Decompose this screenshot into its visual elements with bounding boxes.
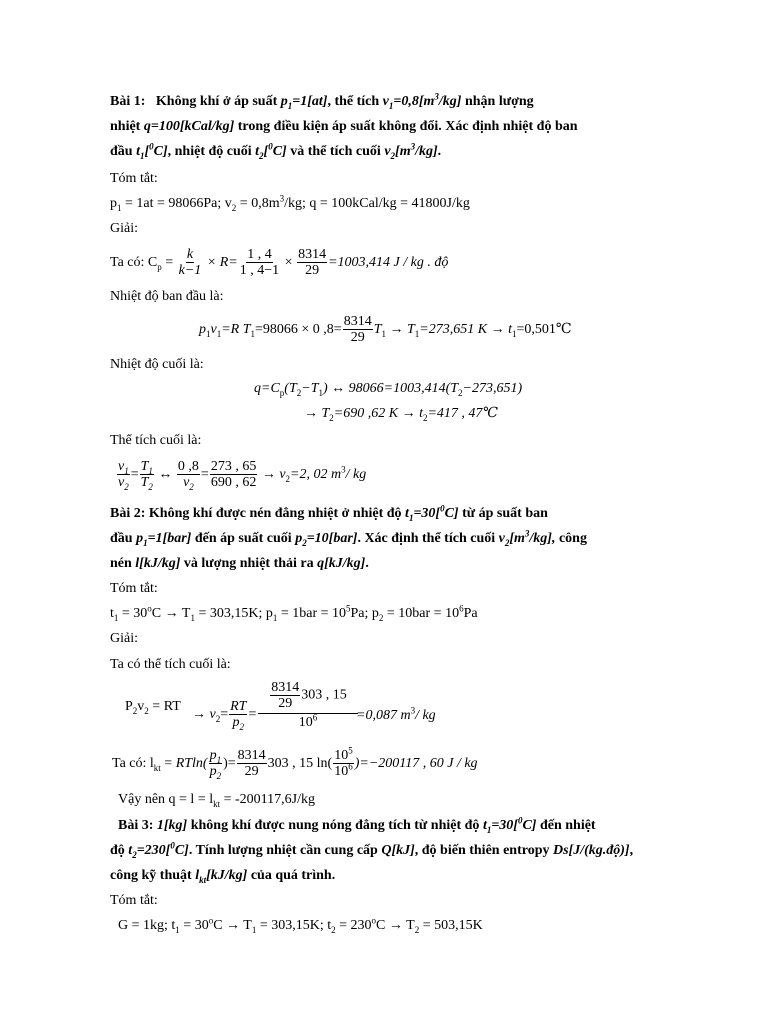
text-fragment: (T xyxy=(284,381,297,396)
subscript: 1 xyxy=(206,328,211,339)
text-fragment: p xyxy=(110,196,117,211)
text-fragment: công xyxy=(555,531,587,546)
bai1-cp-formula xyxy=(110,246,448,280)
fraction xyxy=(140,459,154,493)
text-fragment: /kg; q = 100kCal/kg = 41800J/kg xyxy=(284,196,470,211)
denominator: 29 xyxy=(305,263,320,279)
text-fragment: không khí được nung nóng đẳng tích từ nhiệt độ xyxy=(187,818,483,833)
numerator xyxy=(209,748,223,764)
value: [m xyxy=(509,531,525,546)
subscript: 2 xyxy=(231,202,237,213)
fraction xyxy=(270,680,300,711)
subscript: kt xyxy=(199,874,207,885)
var-t2: t xyxy=(128,843,133,858)
fraction xyxy=(333,745,354,780)
text-fragment: , xyxy=(629,843,634,858)
numerator: k xyxy=(186,247,194,263)
subscript: 2 xyxy=(329,412,334,423)
subscript: 1 xyxy=(251,924,257,935)
subscript: kt xyxy=(153,762,161,773)
text-fragment: G = 1kg; t xyxy=(118,918,176,933)
text-fragment: Vậy nên q = l = l xyxy=(118,792,214,807)
subscript: 1 xyxy=(318,387,323,398)
var-t1: t xyxy=(482,818,487,833)
text-fragment: 10 xyxy=(334,748,349,764)
bai1-heading: Bài 1: xyxy=(110,94,146,109)
text-fragment: và thể tích cuối xyxy=(286,144,385,159)
text-fragment: Pa xyxy=(463,606,478,621)
numerator: 8314 xyxy=(298,247,327,263)
subscript: 2 xyxy=(189,482,194,493)
numerator: 1 , 4 xyxy=(247,247,272,263)
superscript: o xyxy=(147,603,152,614)
text-fragment: T xyxy=(140,475,149,491)
text-fragment: = 1at = 98066Pa; v xyxy=(121,196,232,211)
text-fragment: đầu xyxy=(110,531,137,546)
text-fragment: nhiệt xyxy=(110,119,144,134)
text-fragment: ) ↔ 98066=1003,414(T xyxy=(322,381,459,396)
text-fragment: T xyxy=(406,918,415,933)
denominator: 29 xyxy=(350,330,365,346)
subscript: 2 xyxy=(285,473,291,484)
text-fragment: Ta có: C xyxy=(110,255,158,270)
subscript: 1 xyxy=(486,824,492,835)
var-lkt: l xyxy=(195,868,200,883)
bai2-eq5 xyxy=(192,698,256,732)
text-fragment: = xyxy=(248,707,257,722)
bai2-statement-line2 xyxy=(110,530,587,548)
superscript: 0 xyxy=(440,503,445,514)
denominator xyxy=(258,713,358,732)
bai2-conclusion xyxy=(118,791,315,809)
bai3-statement-line2 xyxy=(110,842,633,860)
superscript: 3 xyxy=(524,528,530,539)
subscript: 1 xyxy=(250,328,256,339)
text-fragment: = 30 xyxy=(118,606,148,621)
text-fragment: → T xyxy=(304,406,330,421)
bai1-tomtat-label: Tóm tắt: xyxy=(110,171,158,186)
text-fragment: P xyxy=(125,699,133,714)
text-fragment: , thể tích xyxy=(327,94,383,109)
text-fragment: , nhiệt độ cuối xyxy=(167,144,256,159)
superscript: 6 xyxy=(459,603,464,614)
value: C] xyxy=(444,506,459,521)
subscript: 2 xyxy=(422,412,428,423)
subscript: 1 xyxy=(124,466,129,477)
text-fragment: nén xyxy=(110,556,136,571)
fraction xyxy=(297,247,327,278)
numerator: 0 ,8 xyxy=(177,459,199,475)
subscript: 1 xyxy=(272,612,278,623)
superscript: 0 xyxy=(149,141,154,152)
text-fragment: C → xyxy=(376,918,407,933)
var-l: l[kJ/kg] xyxy=(135,556,181,571)
subscript: 1 xyxy=(117,202,122,213)
bai1-given-line xyxy=(110,195,470,213)
result: =1003,414 J / kg . độ xyxy=(328,255,449,270)
numerator: 273 , 65 xyxy=(210,459,257,475)
numerator xyxy=(258,680,358,711)
value: /kg], xyxy=(529,531,556,546)
value: [m xyxy=(395,144,411,159)
var-q: q=100[kCal/kg] xyxy=(143,119,235,134)
subscript: 1 xyxy=(143,537,148,548)
text-fragment: = xyxy=(130,467,139,482)
text-fragment: )=−200117 , 60 J / kg xyxy=(354,756,478,771)
bai1-tt-cuoi-label: Thể tích cuối là: xyxy=(110,433,202,448)
denominator xyxy=(232,715,246,733)
subscript: 1 xyxy=(216,755,222,766)
superscript: 3 xyxy=(341,464,346,475)
text-fragment: p xyxy=(232,715,240,731)
text-fragment: × xyxy=(281,255,297,270)
fraction xyxy=(229,699,247,733)
text-fragment: p xyxy=(209,764,217,780)
bai2-statement-line1 xyxy=(110,505,548,523)
text-fragment: công kỹ thuật xyxy=(110,868,196,883)
text-fragment: Bài 2: Không khí được nén đẳng nhiệt ở nhiệt độ xyxy=(110,506,406,521)
text-fragment: độ xyxy=(110,843,129,858)
bai2-eq6 xyxy=(112,747,478,781)
superscript: o xyxy=(208,915,214,926)
text-fragment: đầu xyxy=(110,144,137,159)
subscript: 1 xyxy=(139,150,145,161)
text-fragment: . Tính lượng nhiệt cần cung cấp xyxy=(188,843,382,858)
superscript: 0 xyxy=(517,815,523,826)
fraction xyxy=(210,459,258,490)
var-p2: p xyxy=(295,531,303,546)
value: [kJ/kg] xyxy=(206,868,248,883)
value: C] xyxy=(174,843,189,858)
text-fragment: = 503,15K xyxy=(419,918,483,933)
fraction xyxy=(343,314,373,345)
bai2-tomtat-label: Tóm tắt: xyxy=(110,581,158,596)
var-Q: Q[kJ] xyxy=(381,843,415,858)
bai1-statement-line3 xyxy=(110,143,441,161)
var-v2: v xyxy=(384,144,391,159)
superscript: o xyxy=(371,915,377,926)
value: =10[bar] xyxy=(306,531,358,546)
fraction xyxy=(237,748,267,779)
text-fragment: . xyxy=(365,556,369,571)
text-fragment: v xyxy=(137,699,145,714)
text-fragment: )= xyxy=(223,756,236,771)
superscript: 0 xyxy=(170,840,175,851)
text-fragment: 10 xyxy=(334,764,349,780)
value: =30[ xyxy=(413,506,441,521)
text-fragment: = xyxy=(161,255,177,270)
denominator xyxy=(209,764,223,782)
text-fragment: v xyxy=(118,459,125,475)
text-fragment: → T xyxy=(386,322,415,337)
var-p1: p xyxy=(136,531,144,546)
subscript: 1 xyxy=(381,328,386,339)
text-fragment: q=C xyxy=(254,381,280,396)
superscript: 6 xyxy=(312,712,318,723)
denominator: 29 xyxy=(278,696,293,711)
text-fragment: / kg xyxy=(415,708,436,723)
text-fragment: từ áp suất ban xyxy=(458,506,548,521)
subscript: p xyxy=(157,261,162,272)
numerator: 8314 xyxy=(343,314,372,330)
subscript: 2 xyxy=(144,705,149,716)
value: C] xyxy=(153,144,168,159)
subscript: 1 xyxy=(190,612,195,623)
bai1-eq3 xyxy=(304,405,498,423)
denominator xyxy=(117,475,130,493)
text-fragment: × R= xyxy=(203,255,238,270)
var-Ds: Ds[J/(kg.độ)] xyxy=(552,843,630,858)
text-fragment: nhận lượng xyxy=(461,94,534,109)
text-fragment: . Xác định thể tích cuối xyxy=(357,531,499,546)
text-fragment: Bài 3: xyxy=(118,818,157,833)
text-fragment: 10 xyxy=(298,715,313,730)
superscript: 0 xyxy=(268,141,273,152)
numerator: 8314 xyxy=(271,680,300,695)
denominator xyxy=(333,761,354,780)
bai1-eq1 xyxy=(199,313,572,347)
text-fragment: = RT xyxy=(148,699,181,714)
text-fragment: t xyxy=(110,606,114,621)
text-fragment: = 303,15K; t xyxy=(256,918,332,933)
bai3-statement-line1 xyxy=(118,817,596,835)
numerator: 8314 xyxy=(237,748,266,764)
text-fragment: Ta có: l xyxy=(112,756,154,771)
value: /kg] xyxy=(438,94,462,109)
var-t2: t xyxy=(255,144,260,159)
text-fragment: và lượng nhiệt thải ra xyxy=(180,556,318,571)
text-fragment: T xyxy=(140,459,149,475)
numerator xyxy=(140,459,154,475)
superscript: 5 xyxy=(348,745,353,756)
bai2-eq5-bigfraction xyxy=(258,680,358,732)
subscript: 1 xyxy=(113,612,119,623)
var-v2: v xyxy=(498,531,505,546)
subscript: 1 xyxy=(511,328,517,339)
denominator xyxy=(140,475,154,493)
text-fragment: = xyxy=(220,707,229,722)
superscript: 3 xyxy=(279,193,285,204)
value: [ xyxy=(263,144,269,159)
denominator xyxy=(182,475,195,493)
text-fragment: =273,651 K → t xyxy=(419,322,512,337)
numerator: RT xyxy=(230,699,247,715)
value: [ xyxy=(144,144,150,159)
text-fragment: p xyxy=(199,322,206,337)
subscript: 2 xyxy=(414,924,420,935)
var-t1: t xyxy=(136,144,140,159)
text-fragment: / kg xyxy=(345,467,367,482)
var-p1: p xyxy=(280,94,288,109)
subscript: 1 xyxy=(216,328,222,339)
value: /kg] xyxy=(415,144,438,159)
subscript: 1 xyxy=(414,328,420,339)
subscript: 2 xyxy=(458,387,463,398)
bai1-statement-line1 xyxy=(110,93,534,111)
subscript: 2 xyxy=(331,924,336,935)
denominator: 690 , 62 xyxy=(210,475,257,491)
var-mass: 1[kg] xyxy=(156,818,188,833)
text-fragment: 303 , 15 xyxy=(301,687,347,703)
bai3-given-line xyxy=(118,917,483,935)
bai2-taco-label: Ta có thể tích cuối là: xyxy=(110,657,231,672)
subscript: 2 xyxy=(132,849,137,860)
text-fragment: , độ biến thiên entropy xyxy=(414,843,553,858)
subscript: 2 xyxy=(239,722,245,733)
bai2-giai-label: Giải: xyxy=(110,631,138,646)
fraction xyxy=(209,748,223,782)
text-fragment: = 230 xyxy=(335,918,372,933)
text-fragment: C → T xyxy=(151,606,191,621)
subscript: kt xyxy=(213,798,221,809)
superscript: 5 xyxy=(346,603,351,614)
text-fragment: trong điều kiện áp suất không đổi. Xác định nhiệt độ ban xyxy=(234,119,578,134)
text-fragment: = 10bar = 10 xyxy=(383,606,460,621)
text-fragment: = 303,15K; p xyxy=(194,606,273,621)
text-fragment: = -200117,6J/kg xyxy=(220,792,316,807)
denominator: 29 xyxy=(244,764,259,780)
value: =0,8[m xyxy=(393,94,435,109)
text-fragment: =98066 × 0 ,8= xyxy=(255,322,342,337)
bai1-nd-ban-dau-label: Nhiệt độ ban đầu là: xyxy=(110,289,224,304)
fraction xyxy=(178,247,203,278)
subscript: 1 xyxy=(148,466,153,477)
value: =30[ xyxy=(491,818,518,833)
value: C] xyxy=(522,818,537,833)
text-fragment: v xyxy=(118,475,125,491)
bai2-eq5-result xyxy=(356,707,436,725)
subscript: 1 xyxy=(175,924,180,935)
bai2-eq5-lead xyxy=(125,698,181,716)
subscript: 2 xyxy=(296,387,302,398)
text-fragment: =R T xyxy=(221,322,251,337)
subscript: 2 xyxy=(504,537,510,548)
text-fragment: = 1bar = 10 xyxy=(277,606,347,621)
fraction xyxy=(117,459,130,493)
subscript: 2 xyxy=(259,150,264,161)
text-fragment: đến áp suất cuối xyxy=(191,531,296,546)
text-fragment: p xyxy=(209,748,217,764)
text-fragment: = 0,8m xyxy=(236,196,280,211)
text-fragment: RTln( xyxy=(175,756,208,771)
bai1-eq4 xyxy=(116,458,366,492)
text-fragment: ↔ xyxy=(154,467,176,482)
subscript: 2 xyxy=(132,705,138,716)
fraction xyxy=(177,459,200,493)
text-fragment: =417 , 47℃ xyxy=(427,406,499,421)
text-fragment: đến nhiệt xyxy=(536,818,596,833)
subscript: 2 xyxy=(124,482,129,493)
superscript: 3 xyxy=(434,91,439,102)
value: =230[ xyxy=(136,843,171,858)
text-fragment: . xyxy=(437,144,442,159)
text-fragment: Pa; p xyxy=(350,606,379,621)
numerator xyxy=(117,459,130,475)
subscript: 2 xyxy=(378,612,384,623)
fraction xyxy=(239,247,280,278)
text-fragment: 303 , 15 ln( xyxy=(267,756,333,771)
text-fragment: −T xyxy=(301,381,319,396)
text-fragment: của quá trình. xyxy=(247,868,336,883)
superscript: 3 xyxy=(410,141,416,152)
superscript: 6 xyxy=(348,761,353,772)
subscript: 2 xyxy=(216,771,222,782)
text-fragment: = xyxy=(200,467,209,482)
text-fragment: = xyxy=(160,756,176,771)
bai3-tomtat-label: Tóm tắt: xyxy=(110,893,158,908)
var-t1: t xyxy=(405,506,409,521)
text-fragment: =0,087 m xyxy=(356,708,411,723)
subscript: 1 xyxy=(408,512,414,523)
value: =1[bar] xyxy=(147,531,192,546)
subscript: 2 xyxy=(302,537,307,548)
superscript: 3 xyxy=(410,705,416,716)
text-fragment: → v xyxy=(192,707,216,722)
subscript: 2 xyxy=(148,482,153,493)
text-fragment: =690 ,62 K → t xyxy=(333,406,423,421)
value: C] xyxy=(272,144,287,159)
denominator: 1 , 4−1 xyxy=(239,263,280,279)
bai1-eq2 xyxy=(254,380,522,398)
bai1-nd-cuoi-label: Nhiệt độ cuối là: xyxy=(110,357,204,372)
text-fragment: v xyxy=(183,475,190,491)
subscript: 2 xyxy=(215,713,221,724)
subscript: 1 xyxy=(388,100,394,111)
var-q: q[kJ/kg] xyxy=(317,556,366,571)
denominator: k−1 xyxy=(178,263,202,279)
text-fragment: v xyxy=(210,322,217,337)
bai3-statement-line3 xyxy=(110,867,335,885)
var-v1: v xyxy=(382,94,389,109)
text-fragment: → v xyxy=(258,467,286,482)
text-fragment: −273,651) xyxy=(462,381,523,396)
text-fragment: T xyxy=(373,322,382,337)
subscript: 1 xyxy=(287,100,293,111)
text-fragment: C → T xyxy=(213,918,252,933)
text-fragment: =0,501℃ xyxy=(516,322,572,337)
bai2-given-line xyxy=(110,605,478,623)
text-fragment: =2, 02 m xyxy=(290,467,342,482)
bai2-statement-line3 xyxy=(110,555,369,573)
text-fragment: = 30 xyxy=(179,918,209,933)
subscript: p xyxy=(279,387,285,398)
bai1-statement-line2 xyxy=(110,118,578,136)
bai1-giai-label: Giải: xyxy=(110,221,138,236)
text-fragment: Không khí ở áp suất xyxy=(155,94,281,109)
subscript: 2 xyxy=(390,150,396,161)
value: =1[at] xyxy=(292,94,328,109)
